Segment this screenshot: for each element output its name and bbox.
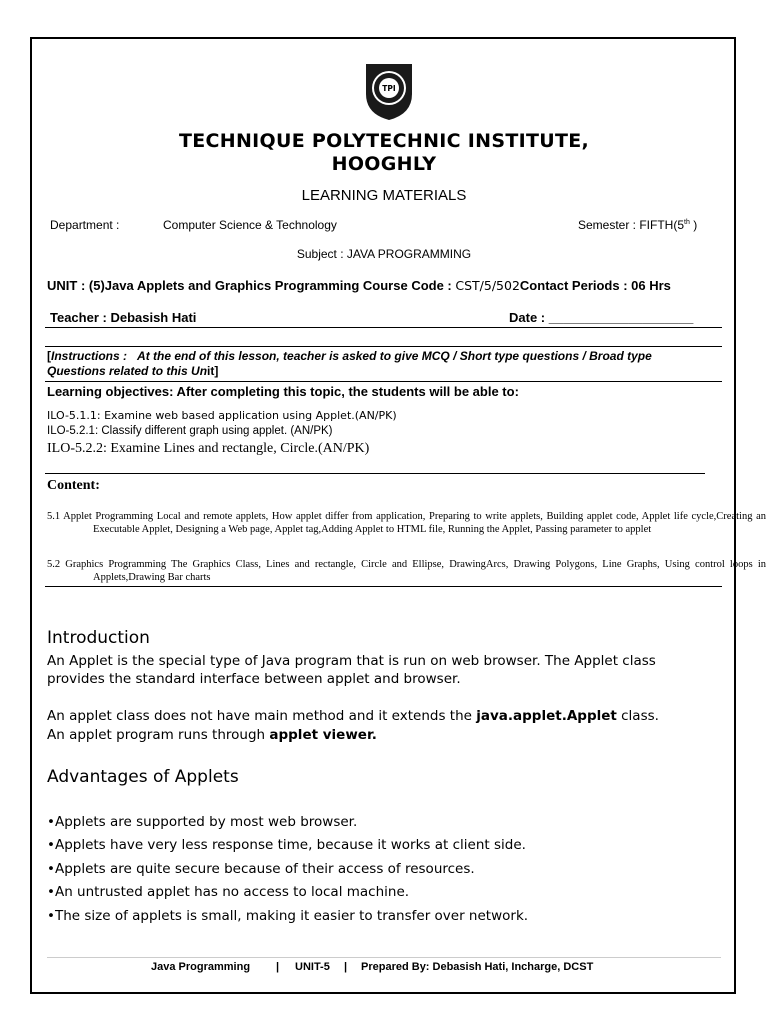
divider xyxy=(45,473,705,474)
content-paragraph: 5.2 Graphics Programming The Graphics Class, Lines and rectangle, Circle and Ellipse, DrawingArcs, Drawing Polygons, Line Graphs, Using control loops in Applets,Drawing Bar charts xyxy=(47,559,766,583)
objective-item xyxy=(47,407,397,423)
unit-line xyxy=(47,278,671,293)
instructions-bracket: [ xyxy=(47,349,51,363)
semester-close: ) xyxy=(689,218,698,232)
divider xyxy=(45,327,722,328)
objective-item: ILO-5.2.2: Examine Lines and rectangle, Circle.(AN/PK) xyxy=(47,441,370,456)
section-heading: Advantages of Applets xyxy=(47,767,239,787)
institute-name: TECHNIQUE POLYTECHNIC INSTITUTE, xyxy=(178,130,590,152)
instructions-text: At the end of this lesson, teacher is asked to give MCQ / Short type questions / Broad type xyxy=(137,349,652,363)
divider xyxy=(45,346,722,347)
subject: Subject : JAVA PROGRAMMING xyxy=(296,247,472,261)
section-heading: Introduction xyxy=(47,628,150,648)
objective-item: ILO-5.2.1: Classify different graph using applet. (AN/PK) xyxy=(47,425,333,437)
teacher: Teacher : Debasish Hati xyxy=(50,310,197,325)
intro-text-part: An applet class does not have main method and it extends the xyxy=(47,708,477,724)
semester-label: Semester : FIFTH(5 xyxy=(578,218,685,232)
divider xyxy=(45,381,722,382)
footer-separator: | xyxy=(276,961,280,973)
intro-text-part: An applet program runs through xyxy=(47,727,270,743)
contact-periods: Contact Periods : 06 Hrs xyxy=(519,278,671,293)
intro-text xyxy=(47,708,659,724)
instructions-label: Instructions : xyxy=(51,349,128,363)
course-code: CST/5/502 xyxy=(455,278,520,293)
intro-text-part: class. xyxy=(616,708,659,724)
advantage-item: •Applets have very less response time, because it works at client side. xyxy=(47,837,526,853)
semester xyxy=(578,218,697,232)
instructions-line1 xyxy=(47,349,652,363)
institute-logo xyxy=(358,58,420,122)
content-heading: Content: xyxy=(47,478,100,493)
footer-divider xyxy=(47,957,721,958)
objective-text: ILO-5.1.1: Examine web based application using Applet.(AN/PK) xyxy=(47,409,397,422)
advantage-item: •An untrusted applet has no access to local machine. xyxy=(47,884,410,900)
instructions-text2: Questions related to this Un xyxy=(47,364,208,378)
intro-text: An Applet is the special type of Java program that is run on web browser. The Applet class xyxy=(47,653,656,669)
instructions-end: it] xyxy=(207,364,219,378)
advantage-item: •The size of applets is small, making it easier to transfer over network. xyxy=(47,908,529,924)
footer-left: Java Programming xyxy=(151,961,251,973)
footer-middle: UNIT-5 xyxy=(295,961,330,973)
advantage-item: •Applets are supported by most web browser. xyxy=(47,814,358,830)
date-field: Date : ____________________ xyxy=(509,310,694,325)
content-paragraph: 5.1 Applet Programming Local and remote applets, How applet differ from application, Preparing to write applets, Building applet code, Applet life cycle,Creating an Executable Applet, Designing a Web page, Applet tag,Adding Applet to HTML file, Running the Applet, Passing parameter to applet xyxy=(47,511,766,535)
divider xyxy=(45,586,722,587)
semester-sup: th xyxy=(684,219,690,226)
instructions-line2 xyxy=(47,364,218,378)
applet-viewer: applet viewer. xyxy=(269,727,377,743)
footer-right: Prepared By: Debasish Hati, Incharge, DCST xyxy=(361,961,594,973)
department-label: Department : xyxy=(50,218,120,232)
department-value: Computer Science & Technology xyxy=(163,218,337,232)
intro-text xyxy=(47,727,377,743)
footer-separator: | xyxy=(344,961,348,973)
intro-text: provides the standard interface between applet and browser. xyxy=(47,671,461,687)
document-subtitle: LEARNING MATERIALS xyxy=(301,187,467,204)
unit-text: UNIT : (5)Java Applets and Graphics Programming Course Code : xyxy=(47,278,456,293)
advantage-item: •Applets are quite secure because of their access of resources. xyxy=(47,861,475,877)
institute-location: HOOGHLY xyxy=(331,153,437,175)
class-name: java.applet.Applet xyxy=(476,708,617,724)
logo-text: TPI xyxy=(382,84,396,93)
objectives-heading: Learning objectives: After completing this topic, the students will be able to: xyxy=(47,384,519,399)
